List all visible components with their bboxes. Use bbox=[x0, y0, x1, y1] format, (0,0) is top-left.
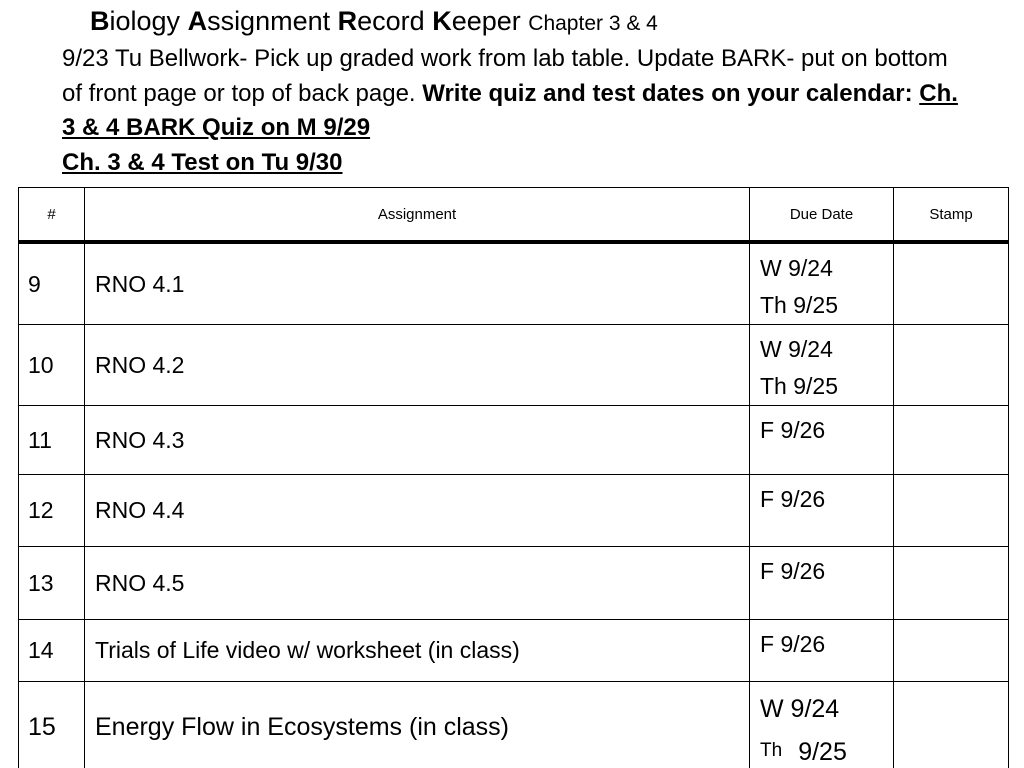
row-stamp bbox=[894, 406, 1009, 475]
due-line-1: W 9/24 bbox=[760, 336, 833, 362]
table-row bbox=[19, 547, 1009, 620]
document-title bbox=[90, 4, 658, 41]
row-due-date bbox=[750, 620, 894, 682]
row-assignment: RNO 4.3 bbox=[85, 406, 750, 475]
title-word-keeper: eeper bbox=[451, 6, 521, 36]
header-num: # bbox=[19, 188, 85, 243]
row-due-date bbox=[750, 475, 894, 547]
row-assignment: Energy Flow in Ecosystems (in class) bbox=[85, 682, 750, 768]
due-line-2: Th 9/25 bbox=[760, 292, 838, 318]
table-row bbox=[19, 475, 1009, 547]
title-word-assignment: ssignment bbox=[207, 6, 331, 36]
row-due-date bbox=[750, 547, 894, 620]
row-num: 12 bbox=[19, 475, 85, 547]
due-line-1: F 9/26 bbox=[760, 558, 826, 584]
header-assignment: Assignment bbox=[85, 188, 750, 243]
header-due-date: Due Date bbox=[750, 188, 894, 243]
row-num: 13 bbox=[19, 547, 85, 620]
row-stamp bbox=[894, 475, 1009, 547]
row-assignment: Trials of Life video w/ worksheet (in class) bbox=[85, 620, 750, 682]
table-row bbox=[19, 682, 1009, 768]
title-initial-r: R bbox=[337, 6, 358, 36]
table-row bbox=[19, 242, 1009, 325]
row-num: 9 bbox=[19, 242, 85, 325]
row-assignment: RNO 4.5 bbox=[85, 547, 750, 620]
row-stamp bbox=[894, 620, 1009, 682]
table-row bbox=[19, 325, 1009, 406]
due-line-1: W 9/24 bbox=[760, 255, 833, 281]
table-row bbox=[19, 406, 1009, 475]
row-num: 10 bbox=[19, 325, 85, 406]
row-stamp bbox=[894, 547, 1009, 620]
row-stamp bbox=[894, 325, 1009, 406]
due-line-1: F 9/26 bbox=[760, 417, 826, 443]
row-due-date bbox=[750, 406, 894, 475]
title-initial-b: B bbox=[90, 6, 110, 36]
row-stamp bbox=[894, 682, 1009, 768]
due-line-1: F 9/26 bbox=[760, 631, 826, 657]
row-stamp bbox=[894, 242, 1009, 325]
row-num: 14 bbox=[19, 620, 85, 682]
header-stamp: Stamp bbox=[894, 188, 1009, 243]
due-line-2-prefix: Th bbox=[760, 740, 783, 761]
due-line-1: W 9/24 bbox=[760, 695, 840, 723]
due-line-2 bbox=[760, 730, 893, 768]
row-due-date bbox=[750, 682, 894, 768]
row-assignment: RNO 4.4 bbox=[85, 475, 750, 547]
instructions-text: 9/23 Tu Bellwork- Pick up graded work from lab table. Update BARK- put on bottom of front page or top of back page. bbox=[62, 45, 948, 107]
instructions-bold-text: Write quiz and test dates on your calendar: bbox=[422, 79, 920, 107]
assignment-table bbox=[18, 187, 1009, 768]
title-chapter: Chapter 3 & 4 bbox=[528, 12, 658, 35]
bellwork-instructions bbox=[62, 42, 962, 180]
row-num: 15 bbox=[19, 682, 85, 768]
title-word-biology: iology bbox=[109, 6, 181, 36]
row-assignment: RNO 4.1 bbox=[85, 242, 750, 325]
row-num: 11 bbox=[19, 406, 85, 475]
due-line-2: Th 9/25 bbox=[760, 373, 838, 399]
test-date: Ch. 3 & 4 Test on Tu 9/30 bbox=[62, 148, 343, 176]
due-line-2-date: 9/25 bbox=[798, 738, 847, 766]
due-line-1: F 9/26 bbox=[760, 486, 826, 512]
quiz-date: Ch. 3 & 4 BARK Quiz on M 9/29 bbox=[62, 79, 958, 141]
title-initial-k: K bbox=[432, 6, 452, 36]
table-header-row bbox=[19, 188, 1009, 243]
row-due-date bbox=[750, 242, 894, 325]
row-assignment: RNO 4.2 bbox=[85, 325, 750, 406]
title-initial-a: A bbox=[187, 6, 208, 36]
title-word-record: ecord bbox=[357, 6, 425, 36]
table-row bbox=[19, 620, 1009, 682]
row-due-date bbox=[750, 325, 894, 406]
